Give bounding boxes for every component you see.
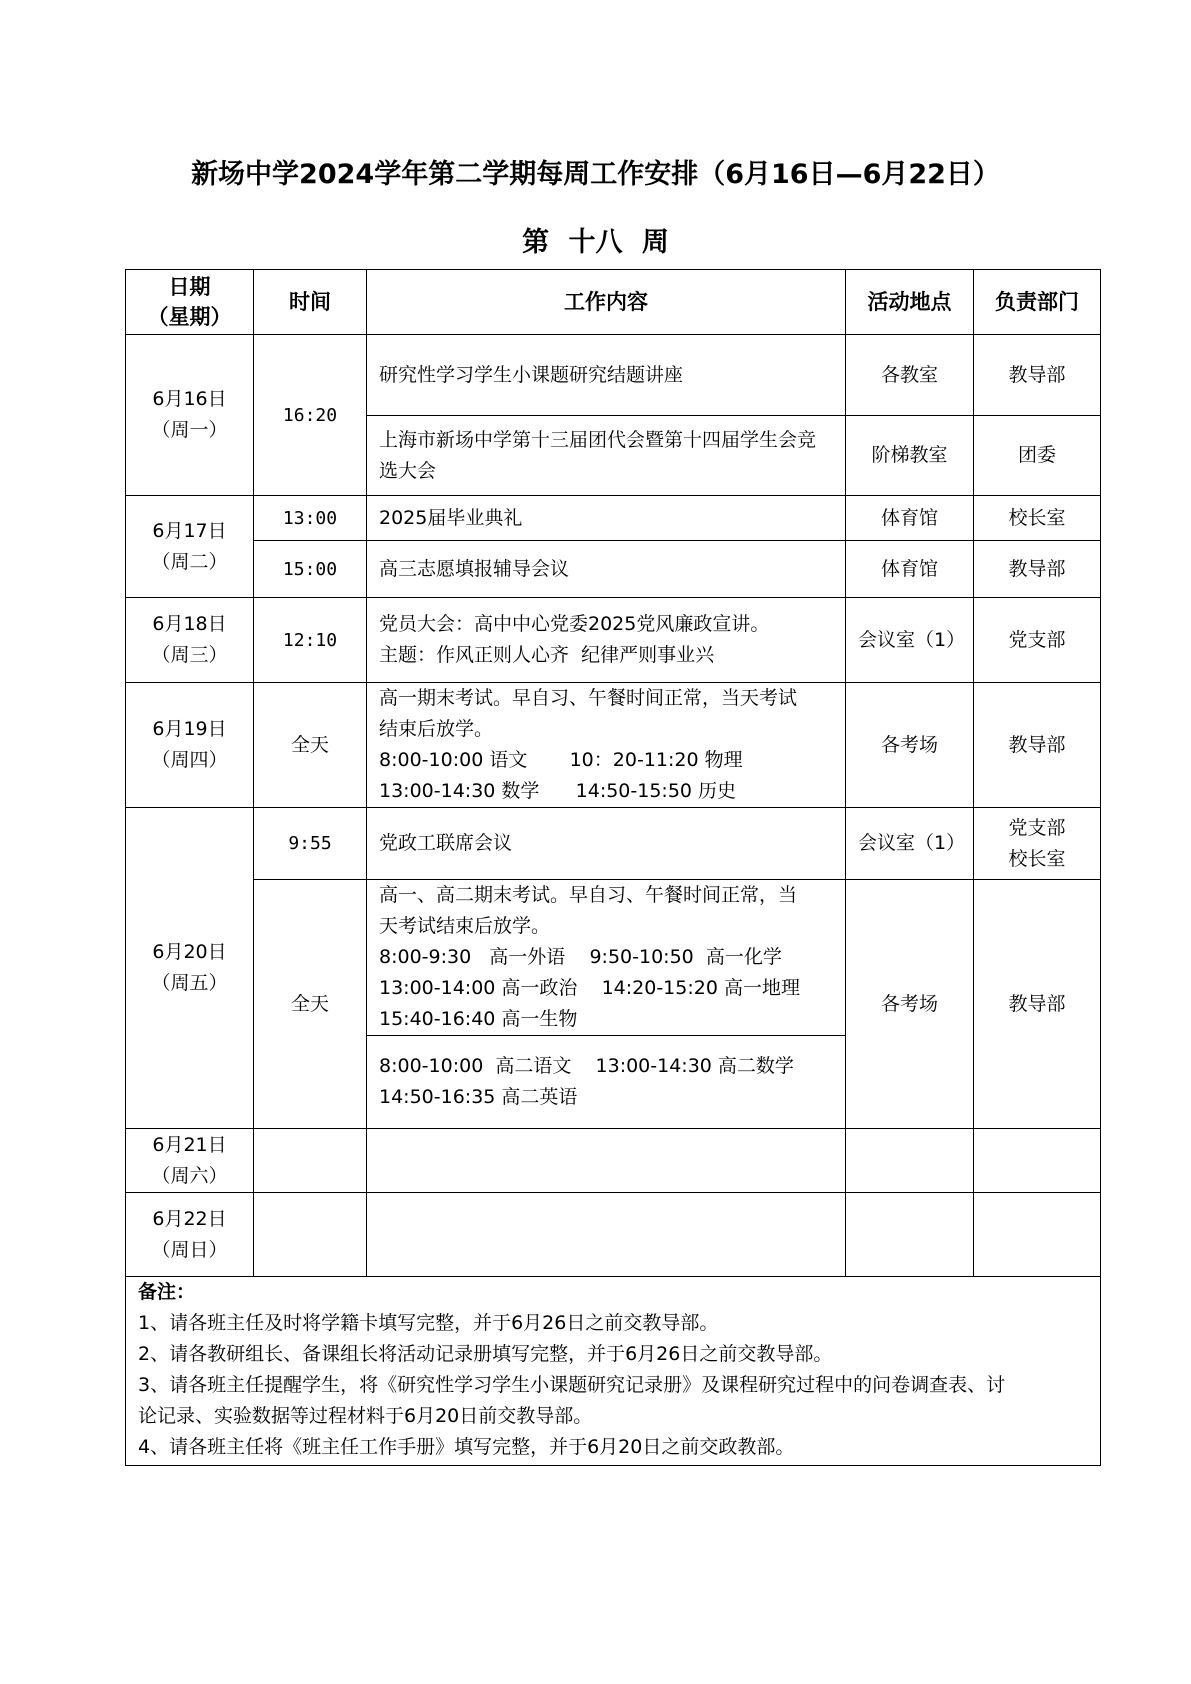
note-item: 论记录、实验数据等过程材料于6月20日前交教导部。 — [138, 1405, 593, 1427]
weekday: （周五） — [151, 972, 228, 994]
content-cell — [367, 598, 846, 683]
department-cell: 教导部 — [974, 880, 1101, 1129]
note-item: 2、请各教研组长、备课组长将活动记录册填写完整，并于6月26日之前交教导部。 — [138, 1343, 833, 1365]
content-cell: 2025届毕业典礼 — [367, 496, 846, 541]
header-content: 工作内容 — [367, 270, 846, 335]
content-line: 15:40-16:40 高一生物 — [379, 1008, 578, 1030]
date-cell — [126, 1193, 254, 1277]
header-time: 时间 — [254, 270, 367, 335]
header-department: 负责部门 — [974, 270, 1101, 335]
date: 6月17日 — [152, 519, 227, 542]
date: 6月19日 — [152, 718, 227, 740]
content-cell — [367, 1193, 846, 1277]
department-cell — [974, 808, 1101, 880]
location-cell: 阶梯教室 — [846, 416, 974, 496]
table-header-row — [126, 270, 1101, 335]
content-line: 结束后放学。 — [379, 718, 494, 740]
header-date-line2: （星期） — [147, 305, 232, 329]
date-cell — [126, 683, 254, 808]
time-cell — [254, 1129, 367, 1193]
table-row — [126, 1193, 1101, 1277]
table-row — [126, 335, 1101, 416]
table-row — [126, 541, 1101, 598]
content-cell — [367, 880, 846, 1036]
department-line: 校长室 — [1008, 847, 1066, 870]
weekday: （周一） — [151, 419, 228, 441]
time-cell: 全天 — [254, 880, 367, 1129]
department-line: 党支部 — [1008, 816, 1066, 839]
table-row — [126, 598, 1101, 683]
header-location: 活动地点 — [846, 270, 974, 335]
time-cell: 15:00 — [254, 541, 367, 598]
content-line: 13:00-14:00 高一政治 14:20-15:20 高一地理 — [379, 977, 800, 999]
location-cell: 各教室 — [846, 335, 974, 416]
content-cell — [367, 683, 846, 808]
table-row — [126, 683, 1101, 808]
department-cell: 教导部 — [974, 683, 1101, 808]
content-line: 13:00-14:30 数学 14:50-15:50 历史 — [379, 780, 737, 802]
header-date-line1: 日期 — [168, 275, 211, 299]
note-item: 3、请各班主任提醒学生，将《研究性学习学生小课题研究记录册》及课程研究过程中的问卷调查表、讨 — [138, 1374, 1006, 1396]
time-cell: 13:00 — [254, 496, 367, 541]
location-cell: 体育馆 — [846, 541, 974, 598]
location-cell: 会议室（1） — [846, 808, 974, 880]
document-title: 新场中学2024学年第二学期每周工作安排（6月16日—6月22日） — [191, 159, 1000, 190]
content-line: 高一期末考试。早自习、午餐时间正常，当天考试 — [379, 687, 798, 709]
week-label: 第 十八 周 — [522, 227, 669, 258]
content-line: 天考试结束后放学。 — [379, 915, 551, 937]
date: 6月21日 — [152, 1133, 227, 1156]
content-cell: 党政工联席会议 — [367, 808, 846, 880]
location-cell: 各考场 — [846, 683, 974, 808]
location-cell: 体育馆 — [846, 496, 974, 541]
note-item: 4、请各班主任将《班主任工作手册》填写完整，并于6月20日之前交政教部。 — [138, 1436, 795, 1458]
date: 6月18日 — [152, 613, 227, 635]
department-cell: 校长室 — [974, 496, 1101, 541]
notes-row — [126, 1277, 1101, 1466]
location-cell: 各考场 — [846, 880, 974, 1129]
content-line: 党员大会：高中中心党委2025党风廉政宣讲。 — [379, 613, 770, 635]
date-cell — [126, 808, 254, 1129]
content-line: 主题：作风正则人心齐 纪律严则事业兴 — [379, 644, 715, 666]
department-cell — [974, 1193, 1101, 1277]
time-cell: 全天 — [254, 683, 367, 808]
schedule-table — [125, 269, 1101, 1466]
weekday: （周二） — [151, 550, 228, 573]
department-cell: 团委 — [974, 416, 1101, 496]
date-cell — [126, 496, 254, 598]
weekday: （周日） — [151, 1238, 228, 1261]
date: 6月16日 — [152, 388, 227, 410]
date: 6月22日 — [152, 1207, 227, 1230]
time-cell: 9:55 — [254, 808, 367, 880]
notes-heading: 备注： — [138, 1281, 196, 1303]
content-line: 8:00-10:00 高二语文 13:00-14:30 高二数学 — [379, 1055, 794, 1077]
table-row — [126, 880, 1101, 1036]
weekday: （周三） — [151, 644, 228, 666]
weekday: （周四） — [151, 749, 228, 771]
time-cell — [254, 1193, 367, 1277]
date-cell — [126, 335, 254, 496]
content-cell: 研究性学习学生小课题研究结题讲座 — [367, 335, 846, 416]
content-line: 14:50-16:35 高二英语 — [379, 1086, 578, 1108]
table-row — [126, 808, 1101, 880]
location-cell — [846, 1193, 974, 1277]
table-row — [126, 1129, 1101, 1193]
date-cell — [126, 1129, 254, 1193]
location-cell: 会议室（1） — [846, 598, 974, 683]
time-cell: 16:20 — [254, 335, 367, 496]
header-date — [126, 270, 254, 335]
content-cell: 高三志愿填报辅导会议 — [367, 541, 846, 598]
content-line: 8:00-9:30 高一外语 9:50-10:50 高一化学 — [379, 946, 782, 968]
notes-cell — [126, 1277, 1101, 1466]
location-cell — [846, 1129, 974, 1193]
department-cell — [974, 1129, 1101, 1193]
date-cell — [126, 598, 254, 683]
department-cell: 教导部 — [974, 335, 1101, 416]
content-line: 高一、高二期末考试。早自习、午餐时间正常，当 — [379, 884, 798, 906]
content-cell — [367, 1036, 846, 1129]
content-line: 8:00-10:00 语文 10：20-11:20 物理 — [379, 749, 743, 771]
table-row — [126, 496, 1101, 541]
content-cell — [367, 1129, 846, 1193]
time-cell: 12:10 — [254, 598, 367, 683]
date: 6月20日 — [152, 941, 227, 963]
department-cell: 教导部 — [974, 541, 1101, 598]
weekday: （周六） — [151, 1164, 228, 1187]
department-cell: 党支部 — [974, 598, 1101, 683]
note-item: 1、请各班主任及时将学籍卡填写完整，并于6月26日之前交教导部。 — [138, 1312, 719, 1334]
content-cell: 上海市新场中学第十三届团代会暨第十四届学生会竞选大会 — [367, 416, 846, 496]
